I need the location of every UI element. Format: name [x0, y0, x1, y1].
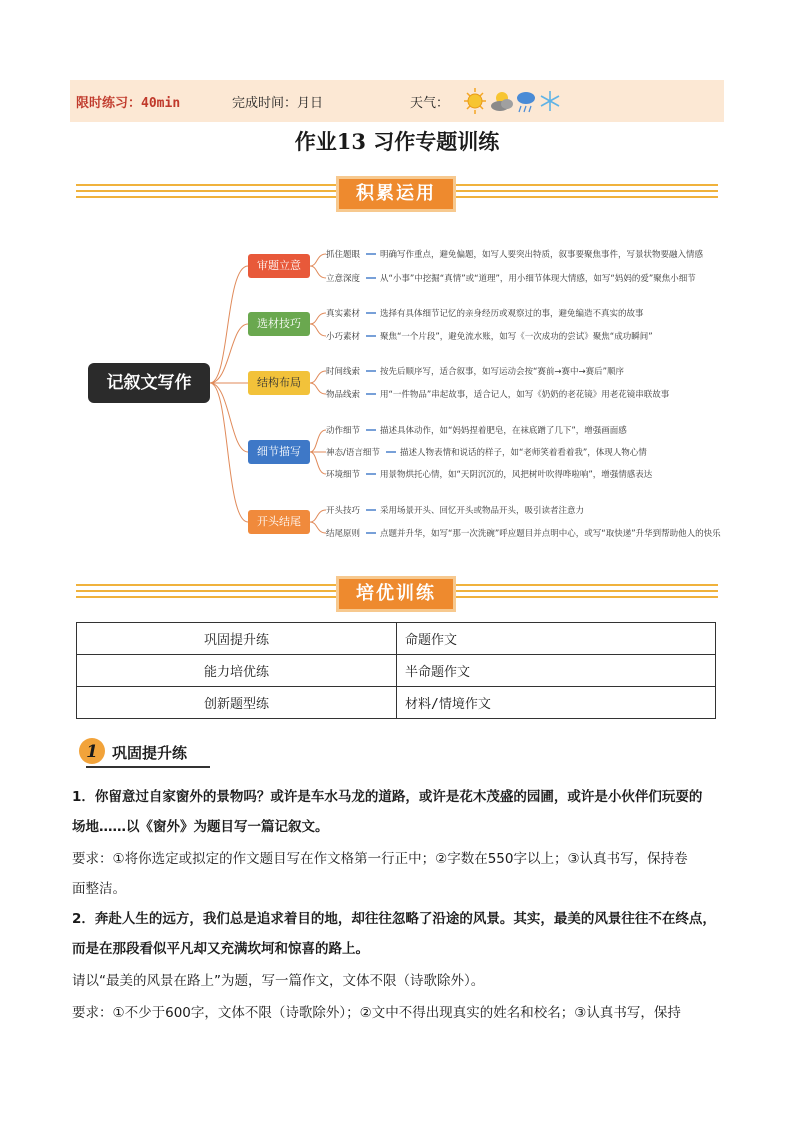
- leaf-label: 真实素材: [326, 309, 361, 319]
- weather-label: 天气：: [410, 96, 450, 111]
- branch-detail: 细节描写: [248, 440, 310, 464]
- leaf-label: 环境细节: [326, 470, 361, 480]
- table-cell-name: 能力培优练: [77, 655, 397, 687]
- leaf-label: 开头技巧: [326, 506, 361, 516]
- leaf-desc: 用“一件物品”串起故事，适合记人，如写《奶奶的老花镜》用老花镜串联故事: [380, 390, 670, 400]
- question-2-line-2: 而是在那段看似平凡却又充满坎坷和惊喜的路上。: [72, 941, 369, 957]
- leaf-label: 立意深度: [326, 274, 361, 284]
- branch-structure: 结构布局: [248, 371, 310, 395]
- table-row: [77, 623, 716, 655]
- weather-icons: [462, 86, 562, 116]
- leaf-desc: 描述人物表情和说话的样子，如“老师笑着看着我”，体现人物心情: [400, 448, 647, 458]
- section-underline: [86, 766, 210, 768]
- leaf-label: 结尾原则: [326, 529, 361, 539]
- table-cell-type: 材料/情境作文: [397, 687, 716, 719]
- table-cell-type: 命题作文: [397, 623, 716, 655]
- question-2-line-3: 请以“最美的风景在路上”为题，写一篇作文，文体不限（诗歌除外）。: [72, 973, 485, 989]
- snowflake-icon: [541, 91, 559, 111]
- question-1-req-2: 面整洁。: [72, 881, 126, 897]
- leaf-desc: 选择有具体细节记忆的亲身经历或观察过的事，避免编造不真实的故事: [380, 309, 644, 319]
- section-title: 巩固提升练: [112, 744, 188, 762]
- question-1-line-2: 场地……以《窗外》为题目写一篇记叙文。: [72, 819, 329, 835]
- sun-icon: [464, 88, 486, 114]
- leaf-desc: 按先后顺序写，适合叙事，如写运动会按“赛前→赛中→赛后”顺序: [380, 367, 625, 377]
- leaf-desc: 聚焦“一个片段”，避免流水账，如写《一次成功的尝试》聚焦“成功瞬间”: [380, 332, 653, 342]
- section-number: 1: [86, 742, 98, 762]
- leaf-desc: 采用场景开头、回忆开头或物品开头，吸引读者注意力: [380, 506, 585, 516]
- table-row: [77, 655, 716, 687]
- mindmap: [80, 230, 720, 540]
- leaf-label: 时间线索: [326, 367, 361, 377]
- training-table: [76, 622, 716, 719]
- leaf-desc: 用景物烘托心情，如“天阴沉沉的，风把树叶吹得哗啦响”，增强情感表达: [380, 470, 653, 480]
- sun-cloud-icon: [491, 92, 513, 111]
- rain-icon: [517, 92, 535, 112]
- section-banner-training: 培优训练: [336, 576, 456, 612]
- table-row: [77, 687, 716, 719]
- leaf-desc: 点题并升华，如写“那一次洗碗”呼应题目并点明中心，或写“取快递”升华到帮助他人的快乐: [380, 529, 721, 539]
- leaf-label: 抓住题眼: [326, 250, 361, 260]
- table-cell-name: 巩固提升练: [77, 623, 397, 655]
- leaf-label: 神态/语言细节: [326, 448, 380, 458]
- question-2-req-1: 要求：①不少于600字，文体不限（诗歌除外）；②文中不得出现真实的姓名和校名；③认真书写，保持: [72, 1005, 681, 1021]
- section-number-badge: [78, 737, 106, 765]
- document-title: 作业13 习作专题训练: [294, 129, 500, 154]
- question-1-req-1: 要求：①将你选定或拟定的作文题目写在作文格第一行正中；②字数在550字以上；③认真书写，保持卷: [72, 851, 688, 867]
- leaf-desc: 明确写作重点，避免偏题，如写人要突出特质，叙事要聚焦事件，写景状物要融入情感: [380, 250, 704, 260]
- question-2-line-1: 2．奔赴人生的远方，我们总是追求着目的地，却往往忽略了沿途的风景。其实，最美的风景往往不在终点，: [72, 911, 716, 927]
- question-1-line-1: 1．你留意过自家窗外的景物吗？或许是车水马龙的道路，或许是花木茂盛的园圃，或许是小伙伴们玩耍的: [72, 789, 703, 805]
- mindmap-root: 记叙文写作: [88, 363, 210, 403]
- header-band: [70, 80, 724, 122]
- leaf-desc: 从“小事”中挖掘“真情”或“道理”，用小细节体现大情感，如写“妈妈的爱”聚焦小细节: [380, 274, 696, 284]
- leaf-label: 物品线索: [326, 390, 361, 400]
- branch-opening-ending: 开头结尾: [248, 510, 310, 534]
- leaf-label: 动作细节: [326, 426, 361, 436]
- completion-time-label: 完成时间：月日: [232, 96, 324, 111]
- leaf-label: 小巧素材: [326, 332, 361, 342]
- time-limit: 限时练习：40min: [76, 96, 181, 111]
- table-cell-type: 半命题作文: [397, 655, 716, 687]
- section-banner-accumulate: 积累运用: [336, 176, 456, 212]
- table-cell-name: 创新题型练: [77, 687, 397, 719]
- branch-material: 选材技巧: [248, 312, 310, 336]
- leaf-desc: 描述具体动作，如“妈妈捏着肥皂，在袜底蹭了几下”，增强画面感: [380, 426, 627, 436]
- branch-theme: 审题立意: [248, 254, 310, 278]
